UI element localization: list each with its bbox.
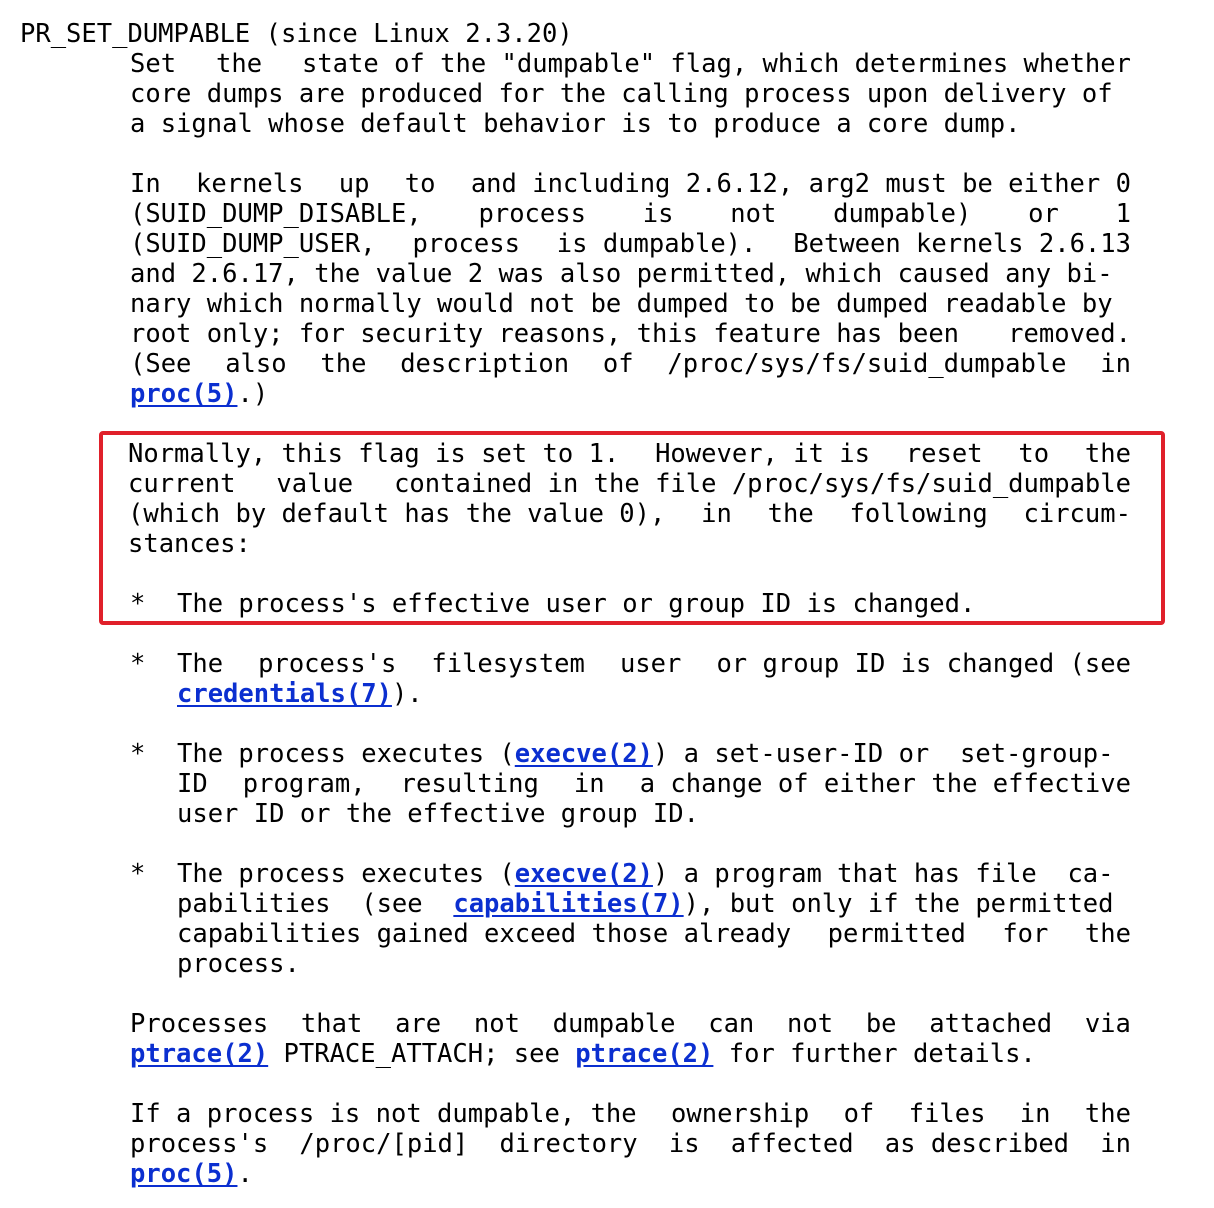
bullet-text [177, 649, 1131, 679]
text-segment: /proc/sys/fs/suid_dumpable [667, 349, 1067, 379]
bullet-text: user ID or the effective group ID. [177, 799, 699, 829]
paragraph-line: a signal whose default behavior is to produce a core dump. [130, 109, 1021, 139]
text-segment: contained in the file /proc/sys/fs/suid_dumpable [394, 469, 1131, 499]
text-segment: or group ID is changed (see [716, 649, 1131, 679]
text-segment: Between kernels 2.6.13 [793, 229, 1131, 259]
bullet-text [177, 679, 423, 709]
text-segment: in [1100, 349, 1131, 379]
text-segment: not [730, 199, 777, 229]
text-segment: (SUID_DUMP_USER, [130, 229, 376, 259]
text-segment: (See [130, 349, 192, 379]
text-segment: attached [929, 1009, 1053, 1039]
text-segment: a change of either the effective [639, 769, 1131, 799]
text-segment: the [320, 349, 367, 379]
text-segment: PTRACE_ATTACH; see [268, 1039, 576, 1069]
paragraph-line: and 2.6.17, the value 2 was also permitted, which caused any bi- [130, 259, 1113, 289]
text-segment: to [1018, 439, 1050, 469]
paragraph-line [130, 349, 1131, 379]
proc-5-link[interactable]: proc(5) [130, 379, 238, 409]
text-segment: ownership [671, 1099, 810, 1129]
text-segment: dumpable) [833, 199, 972, 229]
text-segment: kernels [196, 169, 304, 199]
text-segment: If a process is not dumpable, the [130, 1099, 637, 1129]
text-segment: In [130, 169, 161, 199]
text-segment: Set [130, 49, 177, 79]
text-segment: also [225, 349, 287, 379]
paragraph-line [130, 1039, 1036, 1069]
text-segment: are [395, 1009, 442, 1039]
text-segment: ID [177, 769, 208, 799]
text-segment: up [338, 169, 370, 199]
section-heading: PR_SET_DUMPABLE (since Linux 2.3.20) [20, 19, 573, 49]
text-segment: the [767, 499, 814, 529]
text-segment: reset [905, 439, 983, 469]
paragraph-line [128, 469, 1131, 499]
text-segment: Normally, this flag is set to 1. [128, 439, 620, 469]
text-segment: root only; for security reasons, this feature has been [130, 319, 960, 349]
paragraph-line: stances: [128, 529, 251, 559]
text-segment: ), but only if the permitted [683, 889, 1114, 919]
text-segment: The process executes ( [177, 859, 515, 889]
ptrace-2-link[interactable]: ptrace(2) [575, 1039, 714, 1069]
text-segment: the [1084, 1099, 1131, 1129]
text-segment: and including 2.6.12, arg2 must be either 0 [470, 169, 1131, 199]
text-segment: of [843, 1099, 875, 1129]
text-segment: process [412, 229, 520, 259]
text-segment: of [602, 349, 634, 379]
text-segment: or [1028, 199, 1059, 229]
text-segment: filesystem [431, 649, 585, 679]
text-segment: The process executes ( [177, 739, 515, 769]
text-segment: resulting [400, 769, 539, 799]
paragraph-line [130, 1159, 253, 1189]
text-segment: permitted [827, 919, 966, 949]
text-segment: dumpable [552, 1009, 676, 1039]
text-segment: in [1019, 1099, 1051, 1129]
text-segment: is [668, 1129, 700, 1159]
paragraph-line [128, 439, 1131, 469]
text-segment: process [478, 199, 586, 229]
text-segment: is [642, 199, 674, 229]
text-segment: process's [130, 1129, 269, 1159]
text-segment: can [708, 1009, 755, 1039]
bullet-marker: * [130, 739, 146, 769]
text-segment: description [400, 349, 570, 379]
paragraph-line [130, 169, 1131, 199]
paragraph-line [130, 379, 268, 409]
text-segment: The [177, 649, 224, 679]
text-segment: current [128, 469, 236, 499]
text-segment: (SUID_DUMP_DISABLE, [130, 199, 422, 229]
text-segment: removed. [1008, 319, 1131, 349]
text-segment: files [908, 1099, 986, 1129]
text-segment: as described [884, 1129, 1070, 1159]
proc-5-link[interactable]: proc(5) [130, 1159, 238, 1189]
text-segment: state of the "dumpable" flag, which determines whether [301, 49, 1131, 79]
link-tail: ). [391, 679, 423, 709]
paragraph-line [130, 1009, 1131, 1039]
text-segment: for further details. [713, 1039, 1036, 1069]
text-segment: be [865, 1009, 897, 1039]
text-segment: in [701, 499, 732, 529]
text-segment: (which by default has the value 0), [128, 499, 666, 529]
text-segment: the [215, 49, 263, 79]
bullet-text [177, 769, 1131, 799]
execve-2-link[interactable]: execve(2) [514, 859, 653, 889]
credentials-7-link[interactable]: credentials(7) [177, 679, 392, 709]
bullet-marker: * [130, 649, 146, 679]
text-segment: the [1084, 439, 1131, 469]
text-segment: /proc/[pid] [299, 1129, 469, 1159]
bullet-text [177, 919, 1131, 949]
paragraph-line [130, 1099, 1131, 1129]
text-segment: program, [242, 769, 366, 799]
text-segment: Processes [130, 1009, 269, 1039]
text-segment: not [473, 1009, 520, 1039]
link-tail: . [237, 1159, 253, 1189]
bullet-text [177, 859, 1114, 889]
bullet-text [177, 889, 1114, 919]
text-segment: ) a set-user-ID or set-group- [652, 739, 1114, 769]
text-segment: not [787, 1009, 834, 1039]
paragraph-line [128, 499, 1131, 529]
text-segment: user [619, 649, 682, 679]
text-segment: 1 [1115, 199, 1131, 229]
bullet-text: The process's effective user or group ID is changed. [177, 589, 976, 619]
text-segment: pabilities (see [177, 889, 454, 919]
text-segment: process's [258, 649, 397, 679]
text-segment: ) a program that has file ca- [652, 859, 1114, 889]
paragraph-line [130, 229, 1131, 259]
paragraph-line [130, 49, 1131, 79]
bullet-marker: * [130, 859, 146, 889]
paragraph-line: nary which normally would not be dumped to be dumped readable by [130, 289, 1113, 319]
text-segment: the [1084, 919, 1131, 949]
ptrace-2-link[interactable]: ptrace(2) [130, 1039, 269, 1069]
text-segment: circum- [1023, 499, 1131, 529]
text-segment: is dumpable). [556, 229, 757, 259]
text-segment: directory [499, 1129, 638, 1159]
text-segment: following [849, 499, 988, 529]
paragraph-line [130, 199, 1131, 229]
bullet-marker: * [130, 589, 146, 619]
text-segment: value [276, 469, 354, 499]
paragraph-line: core dumps are produced for the calling process upon delivery of [130, 79, 1113, 109]
execve-2-link[interactable]: execve(2) [514, 739, 653, 769]
bullet-text: process. [177, 949, 300, 979]
paragraph-line [130, 1129, 1131, 1159]
text-segment: to [404, 169, 436, 199]
text-segment: capabilities gained exceed those already [177, 919, 792, 949]
bullet-text [177, 739, 1114, 769]
text-segment: for [1002, 919, 1049, 949]
text-segment: via [1084, 1009, 1131, 1039]
text-segment: that [300, 1009, 363, 1039]
text-segment: However, it is [655, 439, 871, 469]
paragraph-line [130, 319, 1131, 349]
capabilities-7-link[interactable]: capabilities(7) [453, 889, 684, 919]
text-segment: affected [730, 1129, 854, 1159]
link-tail: .) [237, 379, 269, 409]
text-segment: in [1100, 1129, 1131, 1159]
text-segment: in [573, 769, 605, 799]
